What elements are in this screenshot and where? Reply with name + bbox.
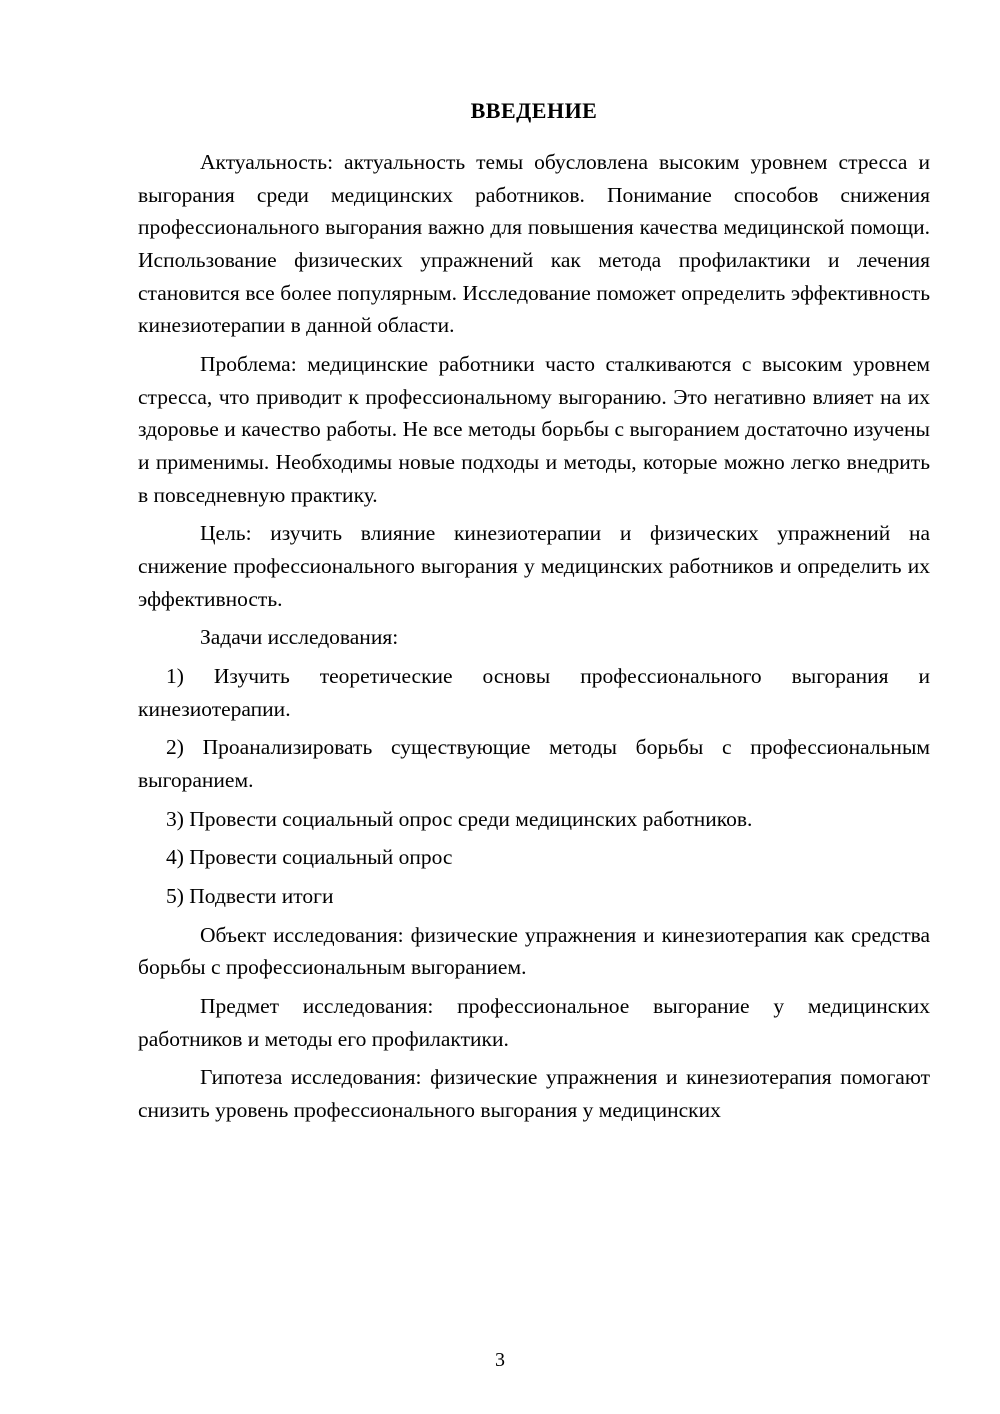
page-number: 3 (495, 1349, 505, 1371)
paragraph-problem: Проблема: медицинские работники часто сталкиваются с высоким уровнем стресса, что приводит к профессиональному выгоранию. Это негативно влияет на их здоровье и качество работы. Не все методы борьбы с выгоранием достаточно изучены и применимы. Необходимы новые подходы и методы, которые можно легко внедрить в повседневную практику. (138, 352, 930, 507)
list-item-task-3: 3) Провести социальный опрос среди медицинских работников. (166, 806, 753, 831)
page-title: ВВЕДЕНИЕ (470, 98, 598, 123)
paragraph-tasks-heading: Задачи исследования: (200, 625, 399, 650)
list-item-task-1: 1) Изучить теоретические основы профессионального выгорания и кинезиотерапии. (138, 664, 930, 721)
list-item-task-5: 5) Подвести итоги (166, 884, 334, 909)
paragraph-subject: Предмет исследования: профессиональное выгорание у медицинских работников и методы его профилактики. (138, 994, 930, 1051)
list-item-task-4: 4) Провести социальный опрос (166, 845, 453, 870)
paragraph-relevance: Актуальность: актуальность темы обусловлена высоким уровнем стресса и выгорания среди медицинских работников. Понимание способов снижения профессионального выгорания важно для повышения качества медицинской помощи. Использование физических упражнений как метода профилактики и лечения становится все более популярным. Исследование поможет определить эффективность кинезиотерапии в данной области. (138, 150, 930, 338)
list-item-task-2: 2) Проанализировать существующие методы борьбы с профессиональным выгоранием. (138, 735, 930, 793)
paragraph-goal: Цель: изучить влияние кинезиотерапии и физических упражнений на снижение профессионального выгорания у медицинских работников и определить их эффективность. (138, 521, 930, 611)
paragraph-object: Объект исследования: физические упражнения и кинезиотерапия как средства борьбы с профессиональным выгоранием. (138, 922, 930, 980)
paragraph-hypothesis: Гипотеза исследования: физические упражнения и кинезиотерапия помогают снизить уровень профессионального выгорания у медицинских (138, 1065, 930, 1123)
